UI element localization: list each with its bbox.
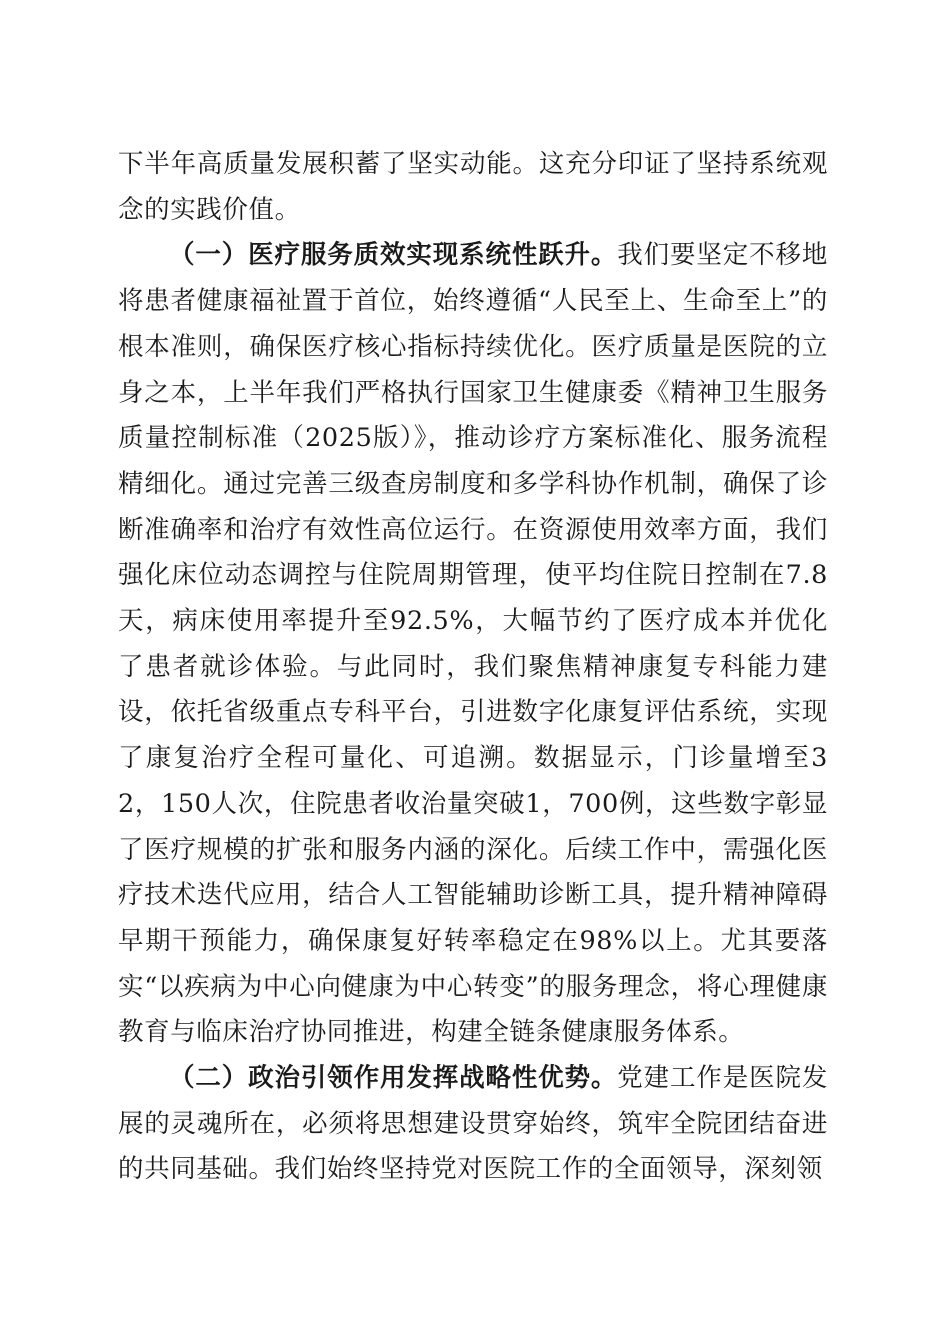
paragraph-body: 下半年高质量发展积蓄了坚实动能。这充分印证了坚持系统观念的实践价值。 <box>118 149 828 225</box>
paragraph-section-2 <box>118 1056 828 1193</box>
paragraph-body: 我们要坚定不移地将患者健康福祉置于首位，始终遵循“人民至上、生命至上”的根本准则，确保医疗核心指标持续优化。医疗质量是医院的立身之本，上半年我们严格执行国家卫生健康委《精神卫生服务质量控制标准（2025版）》，推动诊疗方案标准化、服务流程精细化。通过完善三级查房制度和多学科协作机制，确保了诊断准确率和治疗有效性高位运行。在资源使用效率方面，我们强化床位动态调控与住院周期管理，使平均住院日控制在7.8天，病床使用率提升至92.5%，大幅节约了医疗成本并优化了患者就诊体验。与此同时，我们聚焦精神康复专科能力建设，依托省级重点专科平台，引进数字化康复评估系统，实现了康复治疗全程可量化、可追溯。数据显示，门诊量增至32，150人次，住院患者收治量突破1，700例，这些数字彰显了医疗规模的扩张和服务内涵的深化。后续工作中，需强化医疗技术迭代应用，结合人工智能辅助诊断工具，提升精神障碍早期干预能力，确保康复好转率稳定在98%以上。尤其要落实“以疾病为中心向健康为中心转变”的服务理念，将心理健康教育与临床治疗协同推进，构建全链条健康服务体系。 <box>118 240 828 1048</box>
section-heading: （二）政治引领作用发挥战略性优势。 <box>169 1063 618 1094</box>
section-heading: （一）医疗服务质效实现系统性跃升。 <box>169 240 618 271</box>
document-body <box>118 142 828 1193</box>
paragraph-section-1 <box>118 233 828 1056</box>
paragraph-continuation <box>118 142 828 233</box>
paragraph-body: 党建工作是医院发展的灵魂所在，必须将思想建设贯穿始终，筑牢全院团结奋进的共同基础。我们始终坚持党对医院工作的全面领导，深刻领 <box>118 1063 828 1185</box>
